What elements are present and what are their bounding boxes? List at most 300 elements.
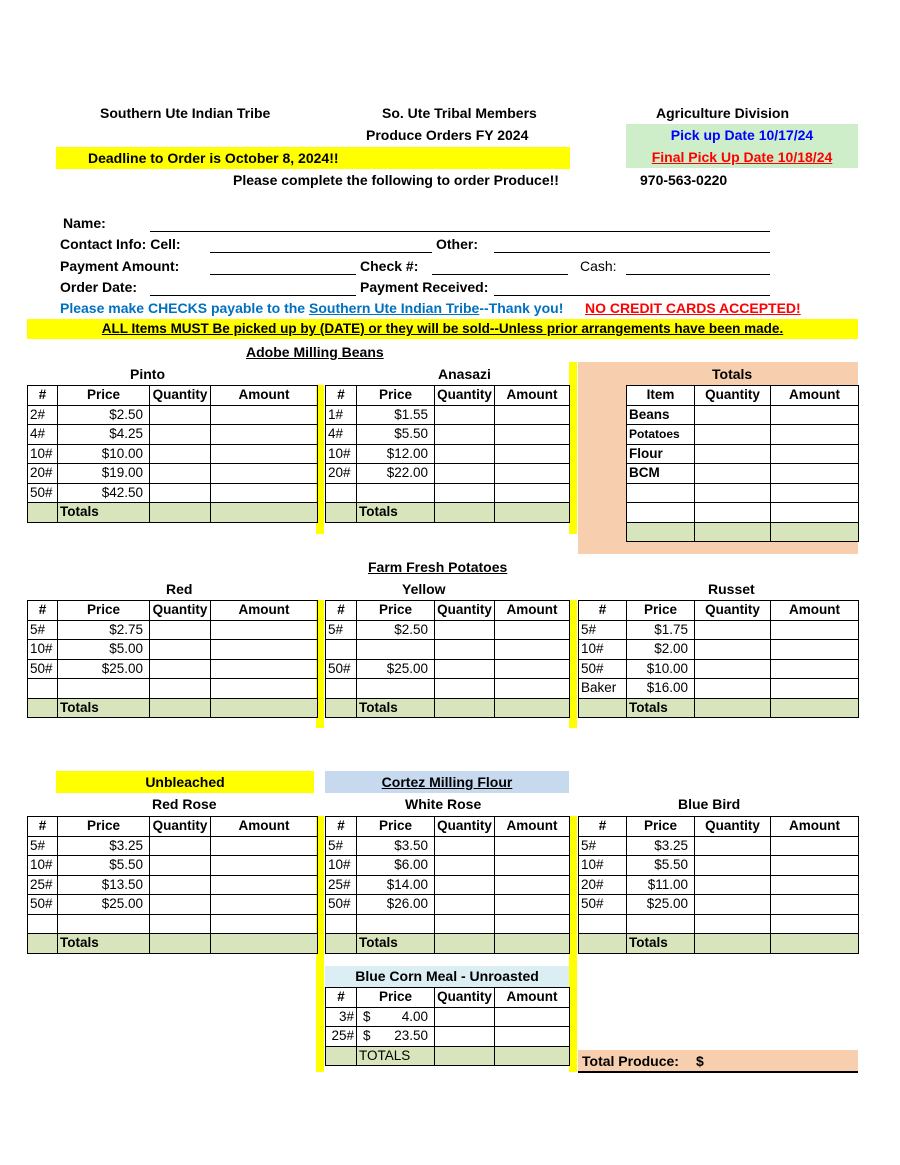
totals-spacer xyxy=(326,1046,357,1066)
quantity-input[interactable] xyxy=(695,679,771,699)
col-header-quantity: Quantity xyxy=(435,988,495,1008)
quantity-input[interactable] xyxy=(150,679,211,699)
quantity-input[interactable] xyxy=(435,425,495,445)
table-row xyxy=(627,444,859,464)
quantity-input[interactable] xyxy=(695,483,771,503)
totals-spacer xyxy=(326,503,357,523)
price-cell xyxy=(357,1027,435,1047)
table-row xyxy=(28,856,318,876)
cash-field[interactable] xyxy=(626,274,770,275)
price-cell: $2.75 xyxy=(58,620,150,640)
price-value: 4.00 xyxy=(401,1008,428,1024)
col-header-item: Item xyxy=(627,386,695,406)
size-cell xyxy=(28,679,58,699)
total-produce-label: Total Produce: xyxy=(582,1053,679,1069)
russet-label: Russet xyxy=(708,581,755,597)
size-cell: 25# xyxy=(326,875,357,895)
potatoes-divider-2 xyxy=(569,600,577,728)
quantity-input[interactable] xyxy=(150,444,211,464)
other-field[interactable] xyxy=(494,252,770,253)
amount-input[interactable] xyxy=(495,659,570,679)
totals-row xyxy=(326,698,570,718)
totals-quantity xyxy=(695,522,771,542)
header-row xyxy=(579,601,859,621)
size-cell: 5# xyxy=(579,620,627,640)
col-header-quantity: Quantity xyxy=(435,386,495,406)
price-cell: $5.50 xyxy=(357,425,435,445)
amount-input[interactable] xyxy=(771,856,859,876)
quantity-input[interactable] xyxy=(435,659,495,679)
bcm-table xyxy=(325,987,570,1066)
table-row xyxy=(579,914,859,934)
totals-quantity[interactable] xyxy=(695,934,771,954)
totals-quantity[interactable] xyxy=(150,698,211,718)
quantity-input[interactable] xyxy=(150,836,211,856)
order-date-field[interactable] xyxy=(150,295,356,296)
payment-amount-field[interactable] xyxy=(210,274,356,275)
amount-input[interactable] xyxy=(771,659,859,679)
price-cell: $3.25 xyxy=(58,836,150,856)
quantity-input[interactable] xyxy=(435,640,495,660)
amount-input[interactable] xyxy=(771,640,859,660)
col-header-amount: Amount xyxy=(771,601,859,621)
table-row xyxy=(28,914,318,934)
quantity-input[interactable] xyxy=(150,659,211,679)
col-header-num: # xyxy=(28,817,58,837)
table-row xyxy=(28,444,318,464)
totals-row xyxy=(326,1046,570,1066)
table-row xyxy=(326,464,570,484)
totals-quantity[interactable] xyxy=(435,1046,495,1066)
size-cell: 5# xyxy=(28,620,58,640)
quantity-input[interactable] xyxy=(435,405,495,425)
amount-input[interactable] xyxy=(211,659,318,679)
totals-table xyxy=(626,385,859,542)
currency-symbol: $ xyxy=(363,1028,371,1044)
amount-input[interactable] xyxy=(495,620,570,640)
size-cell: 10# xyxy=(579,856,627,876)
totals-quantity[interactable] xyxy=(435,934,495,954)
members-label: So. Ute Tribal Members xyxy=(382,105,537,121)
totals-row xyxy=(579,934,859,954)
price-cell: $6.00 xyxy=(357,856,435,876)
quantity-input[interactable] xyxy=(695,444,771,464)
price-cell: $26.00 xyxy=(357,895,435,915)
size-cell: 3# xyxy=(326,1007,357,1027)
price-cell xyxy=(357,1007,435,1027)
totals-quantity[interactable] xyxy=(150,934,211,954)
table-row xyxy=(28,464,318,484)
amount-input[interactable] xyxy=(771,875,859,895)
size-cell: 5# xyxy=(326,836,357,856)
col-header-amount: Amount xyxy=(495,601,570,621)
size-cell xyxy=(326,483,357,503)
price-cell: $1.75 xyxy=(627,620,695,640)
quantity-input[interactable] xyxy=(150,914,211,934)
col-header-quantity: Quantity xyxy=(695,386,771,406)
amount-input[interactable] xyxy=(211,679,318,699)
price-value: 23.50 xyxy=(394,1028,428,1044)
amount-input[interactable] xyxy=(495,895,570,915)
amount-input[interactable] xyxy=(211,464,318,484)
totals-amount[interactable] xyxy=(211,934,318,954)
table-row xyxy=(28,405,318,425)
amount-input[interactable] xyxy=(495,444,570,464)
size-cell: 10# xyxy=(326,856,357,876)
quantity-input[interactable] xyxy=(150,483,211,503)
price-cell: $3.25 xyxy=(627,836,695,856)
table-row xyxy=(579,659,859,679)
amount-input[interactable] xyxy=(495,914,570,934)
table-row xyxy=(28,425,318,445)
quantity-input[interactable] xyxy=(435,914,495,934)
header-row xyxy=(326,386,570,406)
table-row xyxy=(579,836,859,856)
red-label: Red xyxy=(166,581,193,597)
table-row xyxy=(28,875,318,895)
size-cell xyxy=(326,640,357,660)
col-header-amount: Amount xyxy=(211,601,318,621)
table-row xyxy=(326,444,570,464)
quantity-input[interactable] xyxy=(695,895,771,915)
final-pickup-date: Final Pick Up Date 10/18/24 xyxy=(651,149,833,165)
price-cell: $5.50 xyxy=(627,856,695,876)
price-cell: $12.00 xyxy=(357,444,435,464)
amount-input[interactable] xyxy=(211,856,318,876)
blue-bird-label: Blue Bird xyxy=(678,796,741,812)
totals-amount[interactable] xyxy=(495,698,570,718)
red-rose-label: Red Rose xyxy=(152,796,217,812)
bcm-divider-left xyxy=(316,966,324,1072)
quantity-input[interactable] xyxy=(435,1007,495,1027)
price-cell: $1.55 xyxy=(357,405,435,425)
amount-input[interactable] xyxy=(211,425,318,445)
totals-row xyxy=(579,698,859,718)
quantity-input[interactable] xyxy=(150,464,211,484)
payment-received-label: Payment Received: xyxy=(360,279,489,295)
amount-input[interactable] xyxy=(495,836,570,856)
table-row xyxy=(28,620,318,640)
yellow-potatoes-table xyxy=(325,600,570,718)
amount-input[interactable] xyxy=(211,620,318,640)
quantity-input[interactable] xyxy=(695,875,771,895)
table-row xyxy=(627,503,859,523)
item-name xyxy=(627,503,695,523)
price-cell xyxy=(58,679,150,699)
size-cell: 50# xyxy=(579,895,627,915)
anasazi-label: Anasazi xyxy=(438,366,491,382)
totals-quantity[interactable] xyxy=(435,503,495,523)
price-cell: $42.50 xyxy=(58,483,150,503)
header-row xyxy=(28,817,318,837)
col-header-quantity: Quantity xyxy=(150,386,211,406)
totals-label: Totals xyxy=(357,934,435,954)
unbleached-label: Unbleached xyxy=(145,774,225,790)
col-header-num: # xyxy=(326,386,357,406)
quantity-input[interactable] xyxy=(150,875,211,895)
totals-amount[interactable] xyxy=(495,1046,570,1066)
table-row xyxy=(326,1007,570,1027)
totals-spacer xyxy=(579,698,627,718)
quantity-input[interactable] xyxy=(150,425,211,445)
totals-amount xyxy=(771,522,859,542)
size-cell: 2# xyxy=(28,405,58,425)
quantity-input[interactable] xyxy=(695,640,771,660)
size-cell: 25# xyxy=(326,1027,357,1047)
quantity-input[interactable] xyxy=(435,895,495,915)
col-header-num: # xyxy=(326,601,357,621)
size-cell: 20# xyxy=(326,464,357,484)
check-label: Check #: xyxy=(360,258,419,274)
col-header-quantity: Quantity xyxy=(150,817,211,837)
amount-input[interactable] xyxy=(771,679,859,699)
quantity-input[interactable] xyxy=(695,856,771,876)
amount-input[interactable] xyxy=(771,483,859,503)
quantity-input[interactable] xyxy=(150,856,211,876)
amount-input[interactable] xyxy=(211,836,318,856)
col-header-amount: Amount xyxy=(495,988,570,1008)
price-cell: $25.00 xyxy=(627,895,695,915)
quantity-input[interactable] xyxy=(435,483,495,503)
amount-input[interactable] xyxy=(771,464,859,484)
table-row xyxy=(326,483,570,503)
table-row xyxy=(28,659,318,679)
price-cell xyxy=(357,679,435,699)
table-row xyxy=(627,464,859,484)
header-row xyxy=(579,817,859,837)
amount-input[interactable] xyxy=(495,856,570,876)
no-credit-notice: NO CREDIT CARDS ACCEPTED! xyxy=(585,300,801,316)
totals-row xyxy=(28,503,318,523)
anasazi-table xyxy=(325,385,570,523)
totals-spacer xyxy=(28,934,58,954)
table-row xyxy=(326,679,570,699)
amount-input[interactable] xyxy=(495,464,570,484)
amount-input[interactable] xyxy=(771,836,859,856)
table-row xyxy=(28,640,318,660)
amount-input[interactable] xyxy=(211,483,318,503)
table-row xyxy=(28,836,318,856)
quantity-input[interactable] xyxy=(695,659,771,679)
col-header-price: Price xyxy=(357,988,435,1008)
col-header-price: Price xyxy=(627,817,695,837)
size-cell: 50# xyxy=(579,659,627,679)
quantity-input[interactable] xyxy=(435,875,495,895)
quantity-input[interactable] xyxy=(695,405,771,425)
size-cell: 10# xyxy=(28,640,58,660)
red-potatoes-table xyxy=(27,600,318,718)
col-header-price: Price xyxy=(357,386,435,406)
amount-input[interactable] xyxy=(495,1007,570,1027)
flour-divider-2 xyxy=(569,816,577,966)
white-rose-table xyxy=(325,816,570,954)
size-cell: 5# xyxy=(326,620,357,640)
amount-input[interactable] xyxy=(495,875,570,895)
quantity-input[interactable] xyxy=(695,464,771,484)
item-name: Flour xyxy=(627,444,695,464)
amount-input[interactable] xyxy=(495,405,570,425)
quantity-input[interactable] xyxy=(150,640,211,660)
table-row xyxy=(627,425,859,445)
size-cell xyxy=(28,914,58,934)
table-row xyxy=(326,620,570,640)
col-header-amount: Amount xyxy=(211,386,318,406)
quantity-input[interactable] xyxy=(695,503,771,523)
col-header-amount: Amount xyxy=(495,817,570,837)
col-header-quantity: Quantity xyxy=(695,601,771,621)
amount-input[interactable] xyxy=(771,405,859,425)
quantity-input[interactable] xyxy=(435,444,495,464)
amount-input[interactable] xyxy=(771,444,859,464)
price-cell: $10.00 xyxy=(627,659,695,679)
table-row xyxy=(579,875,859,895)
quantity-input[interactable] xyxy=(695,836,771,856)
cell-label: Contact Info: Cell: xyxy=(60,236,181,252)
totals-label: TOTALS xyxy=(357,1046,435,1066)
check-field[interactable] xyxy=(432,274,568,275)
size-cell: 4# xyxy=(28,425,58,445)
amount-input[interactable] xyxy=(771,895,859,915)
totals-quantity[interactable] xyxy=(150,503,211,523)
division-label: Agriculture Division xyxy=(656,105,790,121)
totals-amount[interactable] xyxy=(211,503,318,523)
size-cell: 50# xyxy=(28,895,58,915)
col-header-num: # xyxy=(28,386,58,406)
price-cell: $11.00 xyxy=(627,875,695,895)
col-header-price: Price xyxy=(58,386,150,406)
quantity-input[interactable] xyxy=(695,914,771,934)
amount-input[interactable] xyxy=(495,1027,570,1047)
price-cell xyxy=(627,914,695,934)
size-cell: 20# xyxy=(579,875,627,895)
amount-input[interactable] xyxy=(495,483,570,503)
price-cell: $4.25 xyxy=(58,425,150,445)
price-cell xyxy=(58,914,150,934)
amount-input[interactable] xyxy=(211,444,318,464)
quantity-input[interactable] xyxy=(435,836,495,856)
flour-title: Cortez Milling Flour xyxy=(381,774,513,790)
price-cell: $25.00 xyxy=(357,659,435,679)
size-cell xyxy=(326,914,357,934)
totals-amount[interactable] xyxy=(771,934,859,954)
col-header-quantity: Quantity xyxy=(435,817,495,837)
size-cell xyxy=(579,914,627,934)
russet-potatoes-table xyxy=(578,600,859,718)
col-header-quantity: Quantity xyxy=(150,601,211,621)
size-cell: 25# xyxy=(28,875,58,895)
item-name: Beans xyxy=(627,405,695,425)
col-header-amount: Amount xyxy=(771,817,859,837)
totals-spacer xyxy=(627,522,695,542)
bcm-divider-right xyxy=(569,966,577,1072)
table-row xyxy=(326,640,570,660)
produce-orders-label: Produce Orders FY 2024 xyxy=(366,127,529,143)
yellow-label: Yellow xyxy=(402,581,446,597)
totals-box-title: Totals xyxy=(712,366,753,382)
table-row xyxy=(326,405,570,425)
totals-spacer xyxy=(326,934,357,954)
quantity-input[interactable] xyxy=(695,425,771,445)
amount-input[interactable] xyxy=(211,914,318,934)
amount-input[interactable] xyxy=(771,620,859,640)
amount-input[interactable] xyxy=(771,503,859,523)
table-row xyxy=(28,679,318,699)
col-header-price: Price xyxy=(58,601,150,621)
quantity-input[interactable] xyxy=(435,1027,495,1047)
table-row xyxy=(579,640,859,660)
price-cell xyxy=(357,483,435,503)
org-name: Southern Ute Indian Tribe xyxy=(100,105,271,121)
quantity-input[interactable] xyxy=(435,679,495,699)
totals-amount[interactable] xyxy=(211,698,318,718)
col-header-quantity: Quantity xyxy=(695,817,771,837)
amount-input[interactable] xyxy=(211,875,318,895)
col-header-amount: Amount xyxy=(211,817,318,837)
quantity-input[interactable] xyxy=(150,620,211,640)
pickup-date: Pick up Date 10/17/24 xyxy=(670,127,814,143)
totals-row xyxy=(326,503,570,523)
price-cell: $2.00 xyxy=(627,640,695,660)
checks-payable-note: Please make CHECKS payable to the Southern Ute Indian Tribe--Thank you! xyxy=(60,300,564,316)
amount-input[interactable] xyxy=(771,914,859,934)
payment-received-field[interactable] xyxy=(494,295,770,296)
price-cell: $2.50 xyxy=(58,405,150,425)
totals-amount[interactable] xyxy=(495,934,570,954)
pinto-label: Pinto xyxy=(130,366,165,382)
amount-input[interactable] xyxy=(211,895,318,915)
price-cell xyxy=(357,640,435,660)
totals-quantity[interactable] xyxy=(695,698,771,718)
amount-input[interactable] xyxy=(495,425,570,445)
quantity-input[interactable] xyxy=(435,856,495,876)
amount-input[interactable] xyxy=(211,405,318,425)
totals-row xyxy=(627,522,859,542)
bcm-title: Blue Corn Meal - Unroasted xyxy=(355,968,539,984)
table-row xyxy=(326,425,570,445)
totals-amount[interactable] xyxy=(771,698,859,718)
amount-input[interactable] xyxy=(771,425,859,445)
totals-amount[interactable] xyxy=(495,503,570,523)
price-cell: $2.50 xyxy=(357,620,435,640)
price-cell: $3.50 xyxy=(357,836,435,856)
name-field[interactable] xyxy=(150,231,770,232)
col-header-num: # xyxy=(326,988,357,1008)
cash-label: Cash: xyxy=(580,258,617,274)
quantity-input[interactable] xyxy=(150,405,211,425)
price-cell: $5.00 xyxy=(58,640,150,660)
quantity-input[interactable] xyxy=(695,620,771,640)
payment-amount-label: Payment Amount: xyxy=(60,258,180,274)
quantity-input[interactable] xyxy=(150,895,211,915)
currency-symbol: $ xyxy=(363,1008,371,1024)
amount-input[interactable] xyxy=(495,679,570,699)
totals-spacer xyxy=(579,934,627,954)
table-row xyxy=(579,679,859,699)
table-row xyxy=(627,405,859,425)
cell-field[interactable] xyxy=(210,252,432,253)
quantity-input[interactable] xyxy=(435,620,495,640)
amount-input[interactable] xyxy=(211,640,318,660)
phone-number: 970-563-0220 xyxy=(640,172,728,188)
totals-quantity[interactable] xyxy=(435,698,495,718)
total-produce-underline xyxy=(578,1071,858,1073)
quantity-input[interactable] xyxy=(435,464,495,484)
totals-label: Totals xyxy=(58,503,150,523)
header-row xyxy=(28,601,318,621)
size-cell xyxy=(326,679,357,699)
table-row xyxy=(579,895,859,915)
amount-input[interactable] xyxy=(495,640,570,660)
